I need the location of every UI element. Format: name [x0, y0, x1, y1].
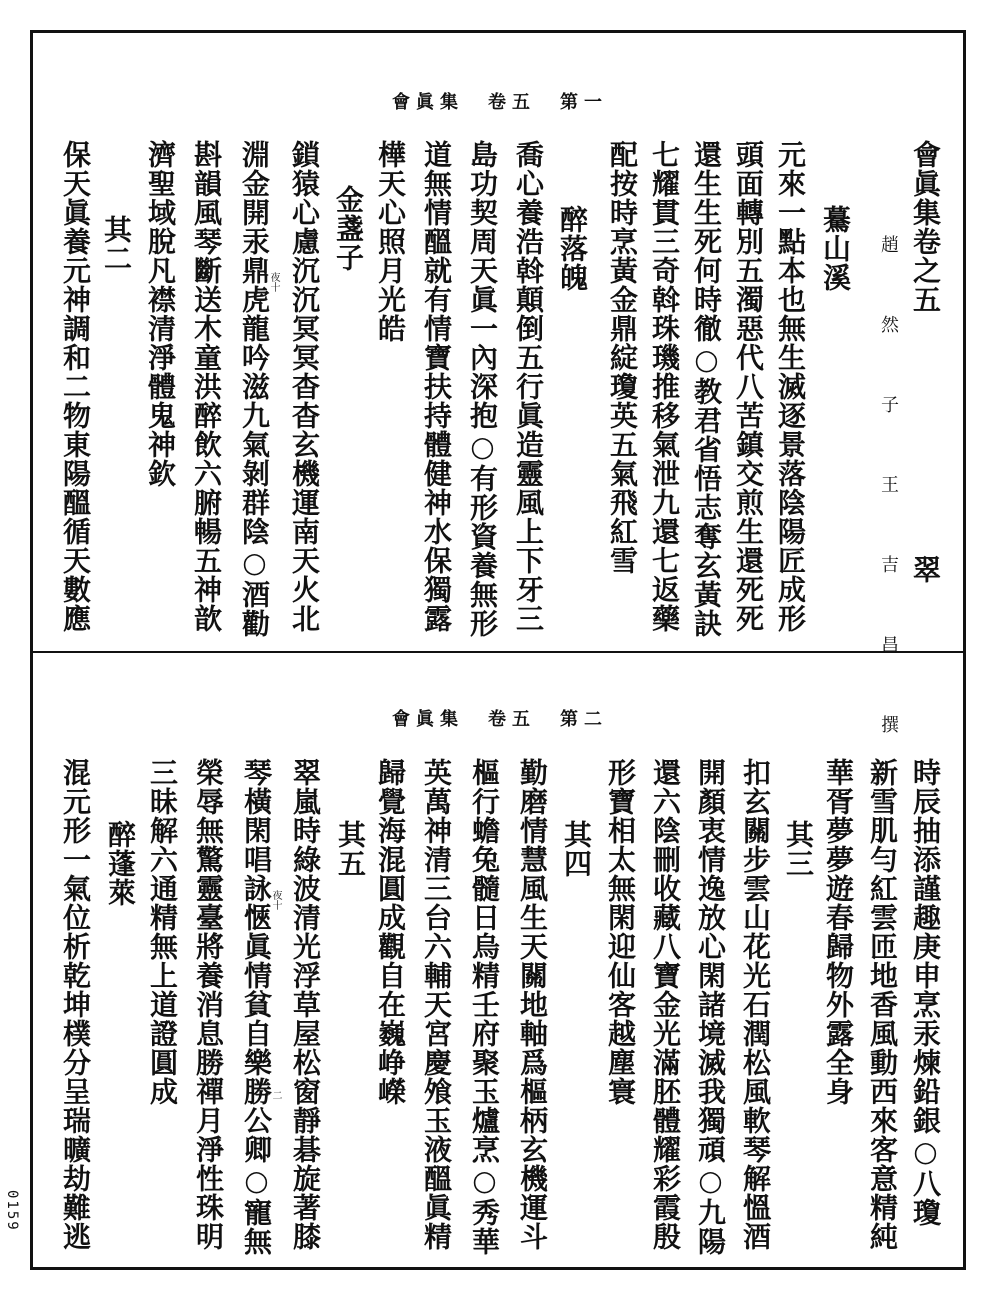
text-column: 混元形一氣位析乾坤樸分呈瑞曠劫難逃	[59, 758, 92, 1251]
text-column: 新雪肌勻紅雲匝地香風動西來客意精純	[866, 758, 899, 1251]
page-divider	[30, 651, 966, 653]
text-column: 扣玄關步雲山花光石潤松風軟琴解慍酒	[739, 758, 772, 1251]
text-column: 還六陰刪收藏八寶金光滿胚體耀彩霞殷	[649, 758, 682, 1251]
text-column: 島功契周天眞一內深抱○有形資養無形	[466, 140, 499, 638]
margin-note: 夜十	[270, 890, 281, 910]
margin-note: 夜十	[268, 272, 279, 292]
text-column: 歸覺海混圓成觀自在巍峥嶸	[374, 758, 407, 1106]
text-column: 還生生死何時徹○教君省悟志奪玄黃訣	[690, 140, 723, 638]
text-column: 樞行蟾兔髓日烏精壬府聚玉爐烹○秀華	[468, 758, 501, 1256]
page-number: 0159	[4, 1190, 20, 1232]
author-line: 趙 然 子 王 吉 昌 撰	[878, 235, 899, 755]
text-column: 道無情醞就有情寶扶持體健神水保獨露	[420, 140, 453, 633]
header-bottom: 會眞集 卷五 第二	[392, 709, 608, 730]
section-title: 驀山溪	[819, 205, 852, 292]
text-column: 形寶相太無閑迎仙客越塵寰	[604, 758, 637, 1106]
section-title: 其三	[782, 820, 815, 878]
text-column: 鎖猿心慮沉沉冥冥杳杳玄機運南天火北	[288, 140, 321, 633]
text-column: 濟聖域脫凡襟清淨體鬼神欽	[144, 140, 177, 488]
text-column: 頭面轉別五濁惡代八苦鎮交煎生還死死	[732, 140, 765, 633]
section-title: 金盞子	[332, 185, 365, 272]
header-top: 會眞集 卷五 第一	[392, 92, 608, 113]
section-title: 其二	[100, 215, 133, 273]
text-column: 樺天心照月光皓	[374, 140, 407, 343]
text-column: 保天眞養元神調和二物東陽醞循天數應	[59, 140, 92, 633]
section-title: 其四	[560, 820, 593, 878]
margin-note: 二	[270, 1090, 281, 1100]
text-column: 英萬神清三台六輔天宮慶飧玉液醞眞精	[420, 758, 453, 1251]
section-title: 醉蓬萊	[104, 820, 137, 907]
text-column: 開顏衷情逸放心閑諸境滅我獨頑○九陽	[694, 758, 727, 1256]
text-column: 勤磨情慧風生天關地軸爲樞柄玄機運斗	[516, 758, 549, 1251]
text-column: 榮辱無驚靈臺將養消息勝禪月淨性珠明	[192, 758, 225, 1251]
text-column: 翠嵐時綠波清光浮草屋松窗靜碁旋著膝	[289, 758, 322, 1251]
text-column: 華胥夢夢遊春歸物外露全身	[822, 758, 855, 1106]
text-column: 淵金開汞鼎虎龍吟滋九氣剝群陰○酒勸	[238, 140, 271, 638]
text-column: 時辰抽添謹趣庚申烹汞煉鉛銀○八瓊	[909, 758, 942, 1227]
text-column: 七耀貫三奇斡珠璣推移氣泄九還七返藥	[648, 140, 681, 633]
top-char: 翠	[909, 555, 942, 584]
section-title: 醉落魄	[556, 205, 589, 292]
text-column: 三昧解六通精無上道證圓成	[146, 758, 179, 1106]
text-column: 配按時烹黃金鼎綻瓊英五氣飛紅雪	[606, 140, 639, 575]
section-title: 其五	[334, 820, 367, 878]
book-title: 會眞集卷之五	[909, 140, 942, 314]
text-column: 元來一點本也無生滅逐景落陰陽匠成形	[774, 140, 807, 633]
text-column: 斟韻風琴斷送木童洪醉飲六腑暢五神歆	[190, 140, 223, 633]
text-column: 琴橫閑唱詠愜眞情貧自樂勝公卿○寵無	[240, 758, 273, 1256]
text-column: 喬心養浩斡顛倒五行眞造靈風上下牙三	[512, 140, 545, 633]
